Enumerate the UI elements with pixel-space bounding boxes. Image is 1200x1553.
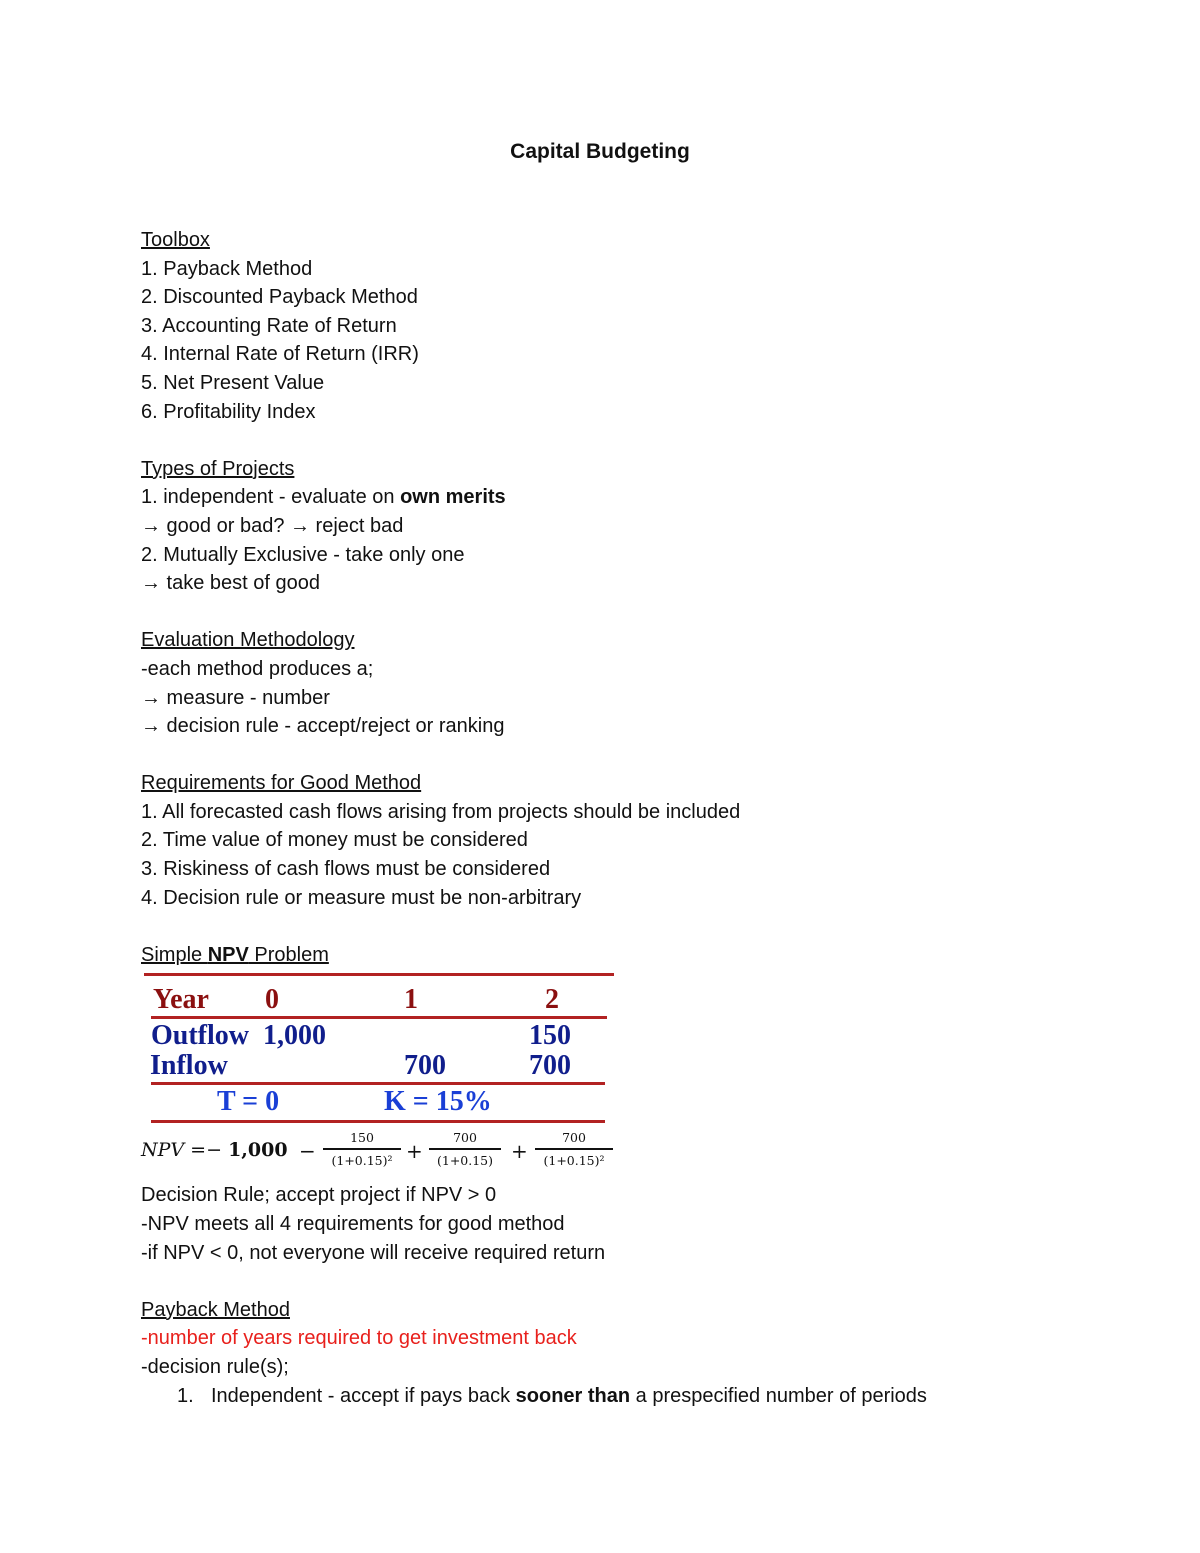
formula-fraction-3 <box>535 1129 613 1170</box>
npv-heading-bold: NPV <box>207 943 249 966</box>
fraction-bar <box>535 1148 613 1150</box>
payback-rules-label: -decision rule(s); <box>141 1356 289 1378</box>
fraction-denominator: (1+0.15) <box>436 1152 493 1168</box>
fraction-denominator: (1+0.15)² <box>543 1152 605 1168</box>
table-body-rule <box>151 1082 605 1085</box>
formula-plus: + <box>511 1139 528 1164</box>
types-line1-text: 1. independent - evaluate on <box>141 486 401 509</box>
formula-fraction-1 <box>323 1129 401 1170</box>
npv-line: -if NPV < 0, not everyone will receive required return <box>141 1241 606 1264</box>
npv-line: -NPV meets all 4 requirements for good method <box>141 1213 565 1236</box>
npv-line: Decision Rule; accept project if NPV > 0 <box>141 1184 497 1207</box>
fraction-numerator: 700 <box>562 1130 586 1146</box>
npv-cashflow-table <box>141 971 616 1129</box>
requirement-item: 4. Decision rule or measure must be non-arbitrary <box>141 886 582 909</box>
formula-initial-outlay: 1,000 <box>228 1139 288 1162</box>
toolbox-item: 2. Discounted Payback Method <box>141 286 418 309</box>
document-body <box>141 226 1121 1410</box>
outflow-label: Outflow <box>151 1020 249 1052</box>
requirement-item: 1. All forecasted cash flows arising from projects should be included <box>141 800 741 823</box>
formula-minus: − <box>299 1139 316 1164</box>
types-heading: Types of Projects <box>141 457 295 480</box>
fraction-numerator: 700 <box>453 1130 477 1146</box>
evaluation-line: → measure - number <box>141 686 330 709</box>
payback-heading: Payback Method <box>141 1298 290 1321</box>
formula-npv-label: NPV =− <box>141 1139 223 1162</box>
inflow-year-1: 700 <box>404 1050 446 1082</box>
requirements-heading: Requirements for Good Method <box>141 772 422 795</box>
inflow-year-2: 700 <box>529 1050 571 1082</box>
outflow-year-2: 150 <box>529 1020 571 1052</box>
npv-heading <box>141 941 1121 970</box>
toolbox-item: 4. Internal Rate of Return (IRR) <box>141 343 419 366</box>
formula-plus: + <box>406 1139 423 1164</box>
table-top-rule <box>144 973 614 976</box>
t-parameter: T = 0 <box>217 1086 280 1118</box>
toolbox-item: 1. Payback Method <box>141 257 313 280</box>
page-title: Capital Budgeting <box>510 140 690 163</box>
rule-number: 1. <box>177 1384 194 1407</box>
npv-formula <box>141 1129 741 1181</box>
rule-text-bold: sooner than <box>515 1384 631 1407</box>
year-label: Year <box>153 984 209 1016</box>
toolbox-item: 5. Net Present Value <box>141 371 325 394</box>
year-2: 2 <box>545 984 559 1016</box>
npv-heading-post: Problem <box>248 943 329 966</box>
outflow-year-0: 1,000 <box>263 1020 326 1052</box>
toolbox-item: 3. Accounting Rate of Return <box>141 314 397 337</box>
types-line: 2. Mutually Exclusive - take only one <box>141 543 465 566</box>
types-line-independent <box>141 483 1121 512</box>
k-parameter: K = 15% <box>384 1086 492 1118</box>
formula-fraction-2 <box>429 1129 501 1170</box>
formula-lhs <box>141 1139 288 1161</box>
toolbox-item: 6. Profitability Index <box>141 400 316 423</box>
types-line: → take best of good <box>141 572 321 595</box>
fraction-denominator: (1+0.15)² <box>331 1152 393 1168</box>
payback-definition: -number of years required to get investment back <box>141 1327 577 1350</box>
rule-text-pre: Independent - accept if pays back <box>211 1384 516 1407</box>
requirement-item: 3. Riskiness of cash flows must be considered <box>141 858 551 881</box>
types-line: → good or bad? → reject bad <box>141 514 404 537</box>
evaluation-heading: Evaluation Methodology <box>141 629 355 652</box>
rule-text-post: a prespecified number of periods <box>630 1384 927 1407</box>
payback-rule-1 <box>141 1382 1121 1411</box>
fraction-bar <box>323 1148 401 1150</box>
year-1: 1 <box>404 984 418 1016</box>
evaluation-line: -each method produces a; <box>141 657 374 680</box>
year-0: 0 <box>265 984 279 1016</box>
fraction-bar <box>429 1148 501 1150</box>
table-bottom-rule <box>151 1120 605 1123</box>
evaluation-line: → decision rule - accept/reject or ranking <box>141 715 505 738</box>
npv-heading-pre: Simple <box>141 943 208 966</box>
table-header-rule <box>151 1016 607 1019</box>
fraction-numerator: 150 <box>350 1130 374 1146</box>
types-line1-bold: own merits <box>400 486 506 509</box>
inflow-label: Inflow <box>150 1050 228 1082</box>
requirement-item: 2. Time value of money must be considered <box>141 829 528 852</box>
toolbox-heading: Toolbox <box>141 229 210 251</box>
